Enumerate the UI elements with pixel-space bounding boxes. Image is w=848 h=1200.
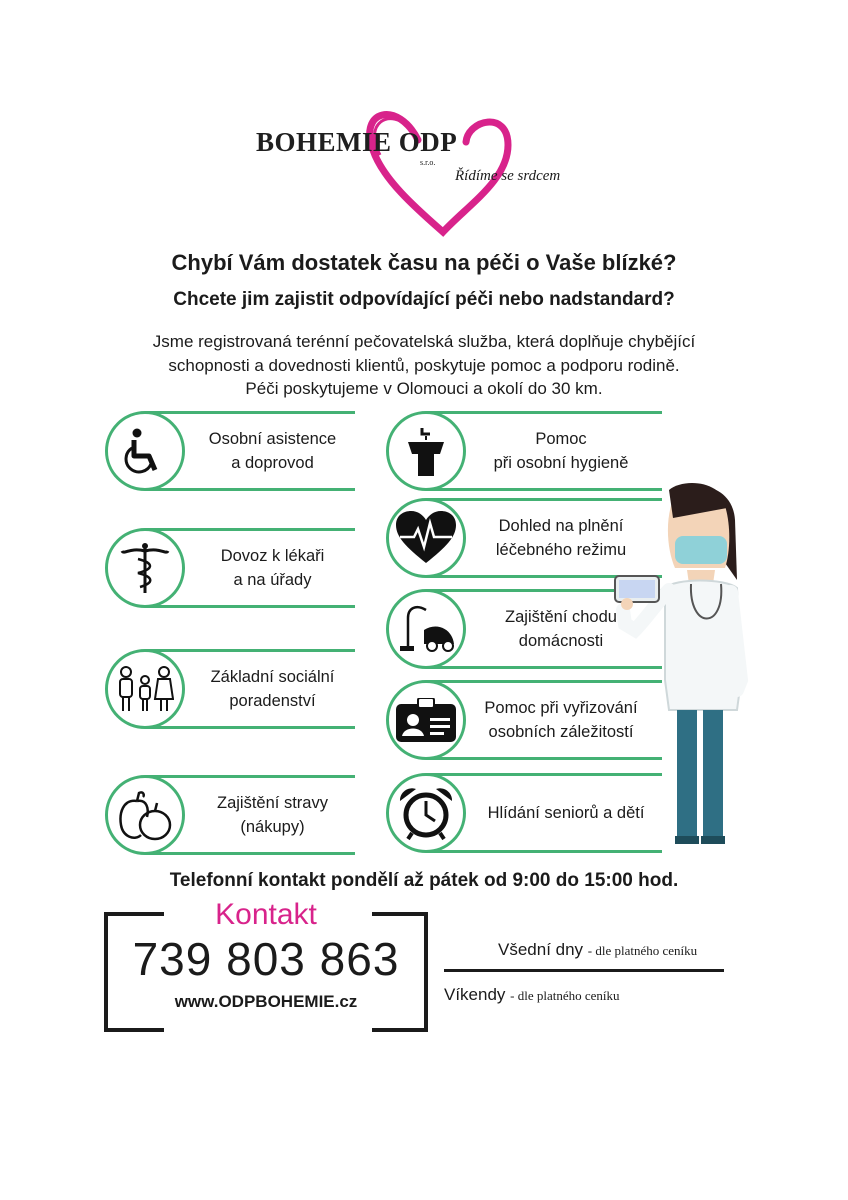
heartbeat-icon bbox=[386, 498, 466, 578]
service-label: Pomoc bbox=[535, 430, 587, 448]
pricing-weekends bbox=[444, 985, 620, 1005]
weekdays-label: Všední dny bbox=[498, 940, 584, 959]
contact-website-link[interactable]: www.ODPBOHEMIE.cz bbox=[174, 992, 358, 1011]
intro-line: Péči poskytujeme v Olomouci a okolí do 30 km. bbox=[245, 379, 603, 398]
headline: Chybí Vám dostatek času na péči o Vaše blízké? bbox=[171, 250, 677, 275]
intro-line: schopnosti a dovednosti klientů, poskytuje pomoc a podporu rodině. bbox=[168, 355, 680, 375]
service-label: osobních záležitostí bbox=[488, 723, 634, 741]
service-label: Osobní asistence bbox=[208, 430, 337, 448]
family-icon bbox=[105, 649, 185, 729]
id-card-icon bbox=[386, 680, 466, 760]
service-label: léčebného režimu bbox=[495, 541, 627, 559]
weekends-label: Víkendy bbox=[444, 985, 506, 1004]
caduceus-icon bbox=[105, 528, 185, 608]
service-label: Základní sociální bbox=[210, 668, 335, 686]
service-item bbox=[386, 411, 662, 491]
logo-name: BOHEMIE ODP bbox=[256, 127, 458, 157]
service-item bbox=[105, 775, 355, 855]
sink-icon bbox=[386, 411, 466, 491]
vacuum-icon bbox=[386, 589, 466, 669]
service-label: (nákupy) bbox=[240, 818, 305, 836]
pricing-divider bbox=[444, 969, 724, 972]
contact-title: Kontakt bbox=[215, 898, 317, 931]
service-label: poradenství bbox=[229, 692, 316, 710]
service-label: Hlídání seniorů a dětí bbox=[487, 804, 645, 822]
phone-hours: Telefonní kontakt pondělí až pátek od 9:00 do 15:00 hod. bbox=[169, 870, 679, 891]
weekdays-note: - dle platného ceníku bbox=[587, 943, 698, 958]
service-label: a doprovod bbox=[231, 454, 314, 472]
wheelchair-icon bbox=[105, 411, 185, 491]
service-label: domácnosti bbox=[518, 632, 604, 650]
intro-line: Jsme registrovaná terénní pečovatelská služba, která doplňuje chybějící bbox=[152, 332, 696, 351]
service-item bbox=[105, 649, 355, 729]
pricing-weekdays bbox=[498, 940, 697, 960]
nurse-illustration bbox=[605, 480, 755, 850]
fruit-icon bbox=[105, 775, 185, 855]
service-label: Dovoz k lékaři bbox=[220, 547, 325, 565]
subheadline: Chcete jim zajistit odpovídající péči nebo nadstandard? bbox=[173, 289, 675, 310]
logo-tagline: Řídíme se srdcem bbox=[455, 168, 561, 184]
service-label: Pomoc při vyřizování bbox=[484, 699, 638, 717]
service-label: Dohled na plnění bbox=[498, 517, 624, 535]
logo-suffix: s.r.o. bbox=[420, 158, 436, 167]
service-label: při osobní hygieně bbox=[493, 454, 629, 472]
intro-text bbox=[0, 330, 848, 401]
service-label: a na úřady bbox=[233, 571, 312, 589]
weekends-note: - dle platného ceníku bbox=[510, 988, 620, 1003]
service-item bbox=[105, 528, 355, 608]
service-label: Zajištění stravy bbox=[217, 794, 328, 812]
contact-phone[interactable]: 739 803 863 bbox=[132, 933, 400, 985]
service-item bbox=[105, 411, 355, 491]
alarm-clock-icon bbox=[386, 773, 466, 853]
service-label: Zajištění chodu bbox=[505, 608, 617, 626]
